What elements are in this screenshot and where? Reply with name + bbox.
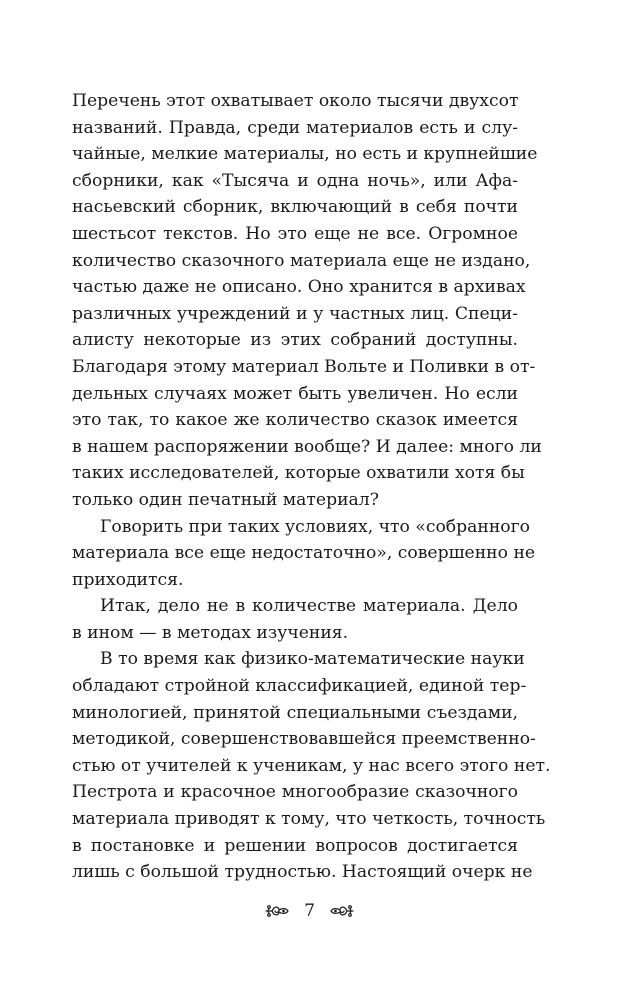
text-line: стью от учителей к ученикам, у нас всего этого нет. [72, 755, 551, 776]
text-line: алисту некоторые из этих собраний доступны. [72, 330, 518, 351]
floral-ornament-icon [329, 902, 355, 920]
text-line: лишь с большой трудностью. Настоящий очерк не [72, 862, 533, 883]
text-line: в нашем распоряжении вообще? И далее: много ли [72, 436, 542, 457]
text-line: чайные, мелкие материалы, но есть и крупнейшие [72, 144, 538, 165]
text-line: частью даже не описано. Оно хранится в архивах [72, 277, 526, 298]
text-line: насьевский сборник, включающий в себя почти [72, 197, 518, 218]
text-line: дельных случаях может быть увеличен. Но если [72, 383, 518, 404]
text-line: приходится. [72, 569, 184, 590]
text-line: Перечень этот охватывает около тысячи двухсот [72, 91, 519, 111]
text-line: материала приводят к тому, что четкость, точность [72, 809, 546, 830]
text-line: количество сказочного материала еще не издано, [72, 250, 531, 271]
text-line: Пестрота и красочное многообразие сказочного [72, 782, 518, 803]
text-line: минологией, принятой специальными съездами, [72, 702, 518, 723]
text-line: методикой, совершенствовавшейся преемственно- [72, 729, 536, 750]
page-footer [0, 898, 619, 924]
text-line: только один печатный материал? [72, 489, 379, 510]
text-line: сборники, как «Тысяча и одна ночь», или Афа- [72, 170, 518, 191]
text-line: в постановке и решении вопросов достигается [72, 835, 518, 856]
text-line: Итак, дело не в количестве материала. Дело [100, 596, 518, 617]
text-line: В то время как физико-математические науки [100, 649, 525, 670]
text-line: это так, то какое же количество сказок имеется [72, 410, 518, 431]
text-line: Благодаря этому материал Вольте и Поливки в от- [72, 356, 536, 377]
text-line: в ином — в методах изучения. [72, 622, 349, 643]
text-line: материала все еще недостаточно», совершенно не [72, 543, 536, 564]
page-number: 7 [304, 901, 315, 921]
text-line: названий. Правда, среди материалов есть и слу- [72, 117, 518, 138]
text-line: Говорить при таких условиях, что «собранного [100, 516, 531, 537]
text-line: шестьсот текстов. Но это еще не все. Огромное [72, 223, 518, 244]
text-line: таких исследователей, которые охватили хотя бы [72, 463, 525, 484]
text-line: обладают стройной классификацией, единой тер- [72, 676, 527, 697]
body-text [72, 88, 551, 886]
floral-ornament-icon [264, 902, 290, 920]
text-line: различных учреждений и у частных лиц. Специ- [72, 303, 518, 324]
